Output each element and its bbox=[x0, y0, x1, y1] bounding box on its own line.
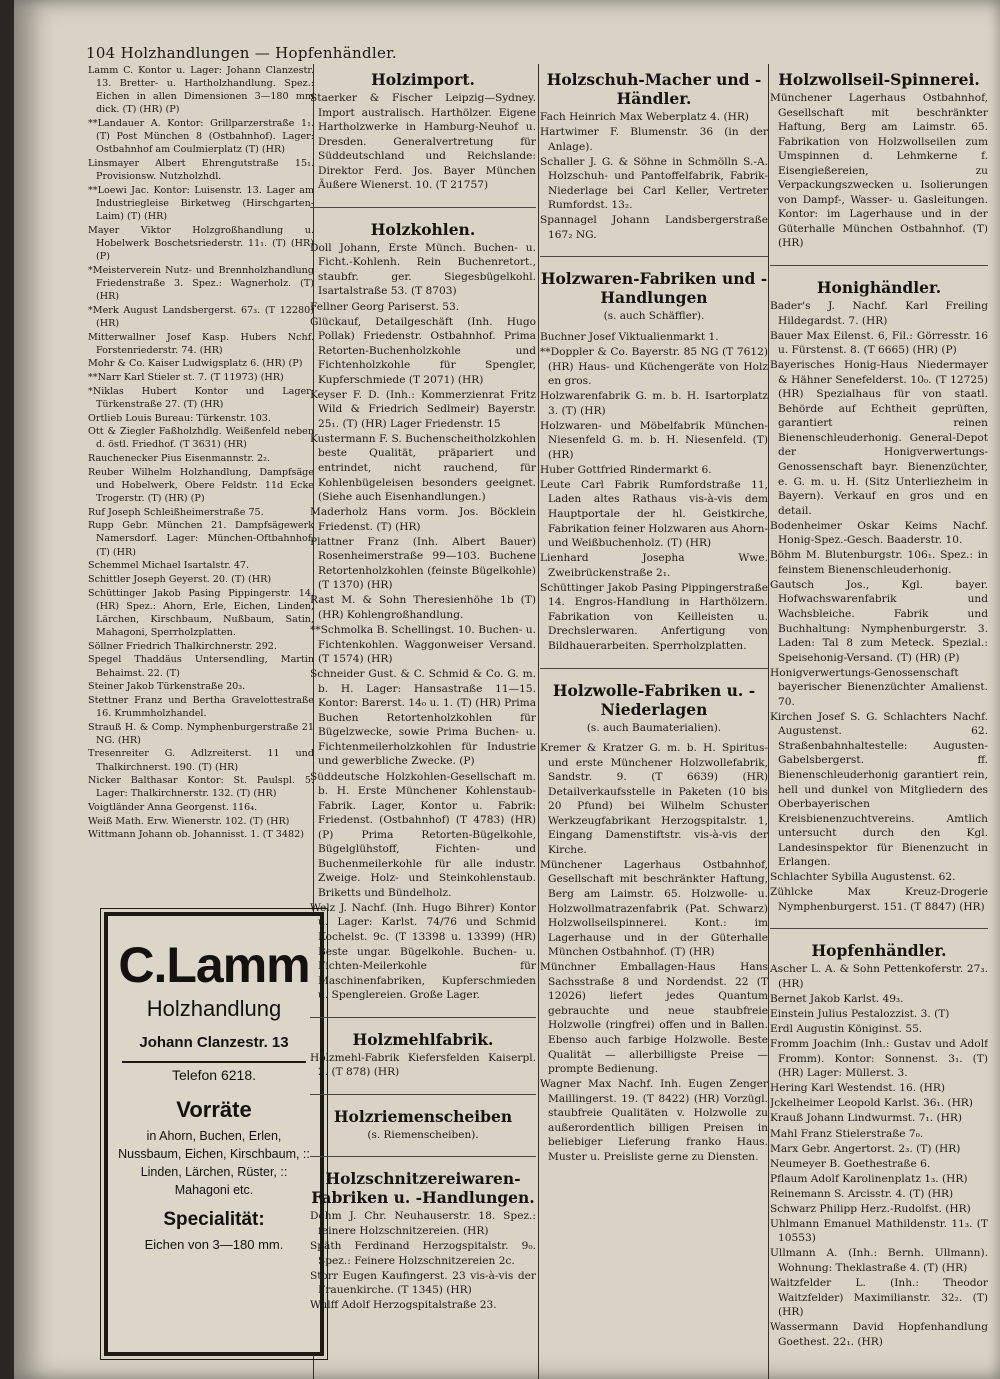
directory-entry: Ruf Joseph Schleißheimerstraße 75. bbox=[88, 506, 264, 518]
section-title: Holzkohlen. bbox=[370, 219, 476, 239]
directory-entry: Ascher L. A. & Sohn Pettenkoferstr. 27₃. (HR) bbox=[770, 963, 988, 991]
section-title: Hopfenhändler. bbox=[811, 941, 947, 961]
directory-entry: *Niklas Hubert Kontor und Lager: Türkenstraße 27. (T) (HR) bbox=[88, 385, 314, 410]
directory-entry: Holzwaren- und Möbelfabrik München-Niesenfeld G. m. b. H. Niesenfeld. (T) (HR) bbox=[540, 419, 768, 461]
ad-divider bbox=[122, 1061, 306, 1063]
directory-section bbox=[310, 1094, 536, 1143]
directory-entry: **Loewi Jac. Kontor: Luisenstr. 13. Lager am Industriegleise Birketweg (Hirschgarten-Laim) (T) (HR) bbox=[88, 184, 314, 223]
directory-entry: Wagner Max Nachf. Inh. Eugen Zenger Maillingerst. 19. (T 8422) (HR) Vorzügl. staubfreie Qualitäten v. Holzwolle zu außerordentlich billigen Preisen in beliebiger Lieferung franko Haus. Muster u. Preisliste gerne zu Diensten. bbox=[540, 1078, 768, 1163]
directory-entry: Mitterwallner Josef Kasp. Hubers Nchf. Forstenriederstr. 74. (HR) bbox=[88, 331, 314, 356]
section-note: (s. auch Baumaterialien). bbox=[586, 721, 722, 734]
directory-entry: Hartwimer F. Blumenstr. 36 (in der Anlage). bbox=[540, 126, 768, 153]
directory-entry: Bodenheimer Oskar Keims Nachf. Honig-Spez.-Gesch. Baaderstr. 10. bbox=[770, 519, 988, 547]
ad-specialty-title: Specialität: bbox=[163, 1209, 265, 1230]
directory-section bbox=[540, 70, 768, 242]
directory-entry: Maderholz Hans vorm. Jos. Böcklein Friedenst. (T) (HR) bbox=[310, 506, 536, 533]
directory-entry: Schüttinger Jakob Pasing Pippingerstraße 14. Engros-Handlung in Harthölzern. Fabrikation von Keilleisten u. Drechslerwaren. Anfertigung von Bildhauerarbeiten. Sperrholzplatten. bbox=[540, 581, 768, 652]
directory-entry: Schüttinger Jakob Pasing Pippingerstr. 14. (HR) Spez.: Ahorn, Erle, Eichen, Linden, Lärchen, Kirschbaum, Nußbaum, Satin, Mahagoni, Sperrholzplatten. bbox=[88, 587, 314, 639]
column-rule bbox=[768, 64, 769, 1379]
directory-entry: Mayer Viktor Holzgroßhandlung u. Hobelwerk Boschetsriederstr. 11₁. (T) (HR) (P) bbox=[88, 224, 314, 263]
directory-entry: Bayerisches Honig-Haus Niedermayer & Hähner Senefelderst. 10₀. (T 12725) (HR) Spezialhaus für von staatl. Behörde auf Echtheit geprüften, garantiert reinen Bienenschleuderhonig. General-Depot der Honigverwertungs-Genossenschaft bayr. Bienenzüchter, e. G. m. u. H. (Sitz Unterliezheim in Bayern). Verkauf en gros und en detail. bbox=[770, 359, 988, 517]
directory-entry: Schittler Joseph Geyerst. 20. (T) (HR) bbox=[88, 573, 272, 585]
directory-entry: Reuber Wilhelm Holzhandlung, Dampfsäge und Hobelwerk, Obere Feldstr. 11d Ecke Trogerstr. (T) (HR) (P) bbox=[88, 466, 314, 504]
directory-entry: Plattner Franz (Inh. Albert Bauer) Rosenheimerstraße 99—103. Buchene Retortenholzkohlen (feinste Bügelkohle) (T 1370) (HR) bbox=[310, 535, 536, 592]
directory-entry: Münchener Lagerhaus Ostbahnhof, Gesellschaft mit beschränkter Haftung, Berg am Laimstr. 65. Fabrikation von Holzwollseilen zum Umspinnen d. Lehmkerne f. Eisengießereien, zu Verpackungszwecken u. Isolierungen von Dampf-, Wasser- u. Gasleitungen. Kontor: im Lagerhause und in der Güterhalle München Ostbahnhof. (T) (HR) bbox=[770, 92, 988, 250]
directory-entry: Wassermann David Hopfenhandlung Goethest. 22₁. (HR) bbox=[770, 1321, 988, 1348]
directory-entry: Ortlieb Louis Bureau: Türkenstr. 103. bbox=[88, 412, 271, 424]
page-header: 104 Holzhandlungen — Hopfenhändler. bbox=[86, 44, 398, 62]
directory-entry: Böhm M. Blutenburgstr. 106₁. Spez.: in feinstem Bienenschleuderhonig. bbox=[770, 549, 988, 576]
directory-entry: Bauer Max Eilenst. 6, Fil.: Görresstr. 16 u. Fürstenst. 8. (T 6665) (HR) (P) bbox=[770, 329, 988, 357]
directory-entry: Dehm J. Chr. Neuhauserstr. 18. Spez.: feinere Holzschnitzereien. (HR) bbox=[310, 1210, 536, 1237]
directory-entry: Keyser F. D. (Inh.: Kommerzienrat Fritz Wild & Friedrich Sedlmeir) Bayerstr. 25₁. (T) (HR) Lager Friedenstr. 15 bbox=[310, 388, 536, 430]
directory-entry: Huber Gottfried Rindermarkt 6. bbox=[540, 463, 712, 476]
directory-entry: Erdl Augustin Königinst. 55. bbox=[770, 1023, 923, 1036]
directory-section bbox=[540, 256, 768, 653]
ad-brand: C.Lamm bbox=[118, 937, 310, 993]
directory-section bbox=[310, 1156, 536, 1312]
directory-entry: Buchner Josef Viktualienmarkt 1. bbox=[540, 330, 719, 343]
column-1 bbox=[88, 64, 314, 844]
directory-entry: Rast M. & Sohn Theresienhöhe 1b (T) (HR) Kohlengroßhandlung. bbox=[310, 594, 536, 621]
section-title: Holzimport. bbox=[371, 70, 475, 89]
directory-entry: Stettner Franz und Bertha Gravelottestraße 16. Krummholzhandel. bbox=[88, 694, 314, 719]
directory-entry: Späth Ferdinand Herzogspitalstr. 9₀. Spez.: Feinere Holzschnitzereien 2c. bbox=[310, 1240, 536, 1267]
directory-entry: Wulff Adolf Herzogspitalstraße 23. bbox=[310, 1299, 497, 1312]
directory-entry: Honigverwertungs-Genossenschaft bayerischer Bienenzüchter Amalienst. 70. bbox=[770, 666, 988, 708]
directory-entry: Ott & Ziegler Faßholzhdlg. Weißenfeld neben d. östl. Friedhof. (T 3631) (HR) bbox=[88, 426, 314, 451]
directory-entry: Schaller J. G. & Söhne in Schmölln S.-A. Holzschuh- und Pantoffelfabrik, Fabrik-Niederlage bei Carl Keller, Vertreter Rumfordst. 13₂. bbox=[540, 155, 768, 212]
directory-entry: *Meisterverein Nutz- und Brennholzhandlung Friedenstraße 3. Spez.: Wagnerholz. (T) (HR) bbox=[88, 264, 314, 303]
directory-entry: Schlachter Sybilla Augustenst. 62. bbox=[770, 871, 956, 884]
directory-entry: Münchner Emballagen-Haus Hans Sachsstraße 8 und Nordendst. 22 (T 12026) liefert jedes Quantum gebrauchte und neue staubfreie Holzwolle (ringfrei) offen und in Ballen. Ebenso auch farbige Holzwolle. Beste Qualität — allerbilligste Preise — prompte Bedienung. bbox=[540, 961, 768, 1076]
directory-entry: Holzmehl-Fabrik Kiefersfelden Kaiserpl. 2. (T 878) (HR) bbox=[310, 1051, 536, 1079]
directory-entry: Schneider Gust. & C. Schmid & Co. G. m. b. H. Lager: Hansastraße 11—15. Kontor: Barerst. 14₀ u. 1. (T) (HR) Prima Buchen Retortenholzkohlen für Bügelzwecke, sowie Prima Buchen- u. Fichtenmeilerholzkohlen für Industrie und gewerbliche Zwecke. (P) bbox=[310, 668, 536, 768]
directory-entry: Spegel Thaddäus Untersendling, Martin Behaimst. 22. (T) bbox=[88, 654, 314, 679]
directory-entry: Wittmann Johann ob. Johannisst. 1. (T 3482) bbox=[88, 829, 304, 841]
directory-entry: Storr Eugen Kaufingerst. 23 vis-à-vis der Frauenkirche. (T 1345) (HR) bbox=[310, 1269, 536, 1297]
directory-entry: Neumeyer B. Goethestraße 6. bbox=[770, 1157, 931, 1170]
section-title: Holzwolle-Fabriken u. -Niederlagen bbox=[552, 680, 756, 719]
directory-entry: Uhlmann Emanuel Mathildenstr. 11₃. (T 10553) bbox=[770, 1217, 988, 1245]
column-rule bbox=[538, 64, 539, 1379]
directory-entry: Mahl Franz Stielerstraße 7₀. bbox=[770, 1127, 924, 1140]
directory-entry: Waitzfelder L. (Inh.: Theodor Waitzfelder) Maximilianstr. 32₂. (T) (HR) bbox=[770, 1276, 988, 1319]
directory-section bbox=[540, 668, 768, 1165]
directory-entry: **Schmolka B. Schellingst. 10. Buchen- u. Fichtenkohlen. Waggonweiser Versand. (T 1574) (HR) bbox=[310, 624, 536, 666]
directory-section bbox=[310, 1017, 536, 1080]
directory-entry: Lamm C. Kontor u. Lager: Johann Clanzestr. 13. Bretter- u. Hartholzhandlung. Spez.: Eichen in allen Dimensionen 3—180 mm dick. (T) (HR) (P) bbox=[88, 65, 314, 116]
directory-entry: Rupp Gebr. München 21. Dampfsägewerk Namersdorf. Lager: München-Oftbahnhof. (T) (HR) bbox=[88, 520, 314, 558]
directory-entry: Bernet Jakob Karlst. 49₃. bbox=[770, 993, 904, 1006]
directory-entry: Staerker & Fischer Leipzig—Sydney. Import australisch. Harthölzer. Eigene Hartholzwerke in Hamburg-Neuhof u. Dresden. Generalvertretung für Süddeutschland und Reichslande: Direktor Ferd. Jos. Bayer München Äußere Wienerst. 10. (T 21757) bbox=[310, 92, 536, 192]
directory-section bbox=[770, 70, 988, 251]
directory-section bbox=[770, 928, 988, 1349]
directory-entry: Ullmann A. (Inh.: Bernh. Ullmann). Wohnung: Theklastraße 4. (T) (HR) bbox=[770, 1247, 988, 1274]
directory-entry: Kustermann F. S. Buchenscheitholzkohlen beste Qualität, präpariert und entrindet, nicht rauchend, für Kohlenbügeleisen besonders geeignet. (Siehe auch Eisenhandlungen.) bbox=[310, 432, 536, 504]
directory-entry: **Doppler & Co. Bayerstr. 85 NG (T 7612) (HR) Haus- und Küchengeräte von Holz en gros. bbox=[540, 346, 768, 388]
directory-entry: Mohr & Co. Kaiser Ludwigsplatz 6. (HR) (P) bbox=[88, 358, 303, 370]
section-title: Holzschuh-Macher und -Händler. bbox=[546, 70, 762, 108]
directory-entry: *Merk August Landsbergerst. 67₃. (T 12280) (HR) bbox=[88, 304, 314, 329]
directory-entry: Hering Karl Westendst. 16. (HR) bbox=[770, 1082, 945, 1095]
ad-subtitle: Holzhandlung bbox=[146, 996, 282, 1021]
advertisement bbox=[104, 912, 324, 1356]
directory-entry: Reinemann S. Arcisstr. 4. (T) (HR) bbox=[770, 1187, 954, 1200]
directory-entry: Schwarz Philipp Herz.-Rudolfst. (HR) bbox=[770, 1202, 971, 1215]
section-title: Holzwaren-Fabriken und -Handlungen bbox=[540, 269, 768, 308]
section-title: Holzschnitzereiwaren-Fabriken u. -Handlungen. bbox=[311, 1169, 535, 1208]
section-title: Holzriemenscheiben bbox=[333, 1106, 513, 1126]
directory-entry: Schemmel Michael Isartalstr. 47. bbox=[88, 560, 250, 572]
directory-section bbox=[310, 207, 536, 1003]
directory-entry: Tresenreiter G. Adlzreiterst. 11 und Thalkirchnerst. 190. (T) (HR) bbox=[88, 748, 314, 773]
directory-entry: Strauß H. & Comp. Nymphenburgerstraße 21 NG. (HR) bbox=[88, 721, 314, 746]
directory-entry: Steiner Jakob Türkenstraße 20₃. bbox=[88, 681, 246, 693]
directory-section bbox=[770, 265, 988, 914]
directory-entry: Zühlcke Max Kreuz-Drogerie Nymphenburgerst. 151. (T 8847) (HR) bbox=[770, 886, 988, 913]
ad-specialty: Eichen von 3—180 mm. bbox=[144, 1237, 284, 1252]
directory-entry: Gautsch Jos., Kgl. bayer. Hofwachswarenfabrik und Wachsbleiche. Fabrik und Buchhaltung: Nymphenburgerstr. 3. Laden: Tal 8 zum Meteck. Spezial.: Speisehonig-Versand. (T) (HR) (P) bbox=[770, 578, 988, 664]
directory-entry: Rauchenecker Pius Eisenmannstr. 2₂. bbox=[88, 453, 271, 465]
directory-entry: Glückauf, Detailgeschäft (Inh. Hugo Pollak) Friedenstr. Ostbahnhof. Prima Retorten-Buchenholzkohle und Fichtenholzkohle für Spengler, Kupferschmiede (T 2071) (HR) bbox=[310, 315, 536, 386]
directory-entry: Fach Heinrich Max Weberplatz 4. (HR) bbox=[540, 111, 749, 123]
ad-address: Johann Clanzestr. 13 bbox=[139, 1034, 289, 1051]
directory-entry: Welz J. Nachf. (Inh. Hugo Bihrer) Kontor u. Lager: Karlst. 74/76 und Schmid Kochelst. 9c. (T 13398 u. 13399) (HR) Beste ungar. Bügelkohle. Buchen- u. Fichten-Meilerkohle für Maschinenfabriken, Kupferschmieden u. Spenglereien. Große Lager. bbox=[310, 901, 536, 1002]
directory-entry: Einstein Julius Pestalozzist. 3. (T) bbox=[770, 1008, 950, 1021]
directory-entry: Fellner Georg Pariserst. 53. bbox=[310, 300, 460, 313]
section-note: (s. Riemenscheiben). bbox=[367, 1128, 479, 1141]
column-4 bbox=[770, 64, 988, 1364]
directory-entry: Holzwarenfabrik G. m. b. H. Isartorplatz 3. (T) (HR) bbox=[540, 390, 768, 417]
directory-entry: Jckelheimer Leopold Karlst. 36₁. (HR) bbox=[770, 1097, 973, 1110]
directory-entry: Pflaum Adolf Karolinenplatz 1₃. (HR) bbox=[770, 1172, 968, 1185]
directory-entry: Münchener Lagerhaus Ostbahnhof, Gesellschaft mit beschränkter Haftung, Berg am Laimstr. 65. Holzwolle- u. Holzwollmatrazenfabrik (Pat. Schwarz) Holzwollseilspinnerei. Kont.: im Lagerhause und in der Güterhalle München Ostbahnhof. (T) (HR) bbox=[540, 858, 768, 959]
directory-section bbox=[310, 70, 536, 193]
directory-page bbox=[14, 0, 1000, 1379]
directory-entry: Voigtländer Anna Georgenst. 116₄. bbox=[88, 802, 258, 814]
directory-entry: **Narr Karl Stieler st. 7. (T 11973) (HR) bbox=[88, 372, 284, 384]
directory-entry: Bader's J. Nachf. Karl Freiling Hildegardst. 7. (HR) bbox=[770, 300, 988, 327]
column-3 bbox=[540, 64, 768, 1364]
directory-entry: Krauß Johann Lindwurmst. 7₁. (HR) bbox=[770, 1112, 962, 1125]
directory-entry: Weiß Math. Erw. Wienerstr. 102. (T) (HR) bbox=[88, 815, 290, 827]
directory-entry: Fromm Joachim (Inh.: Gustav und Adolf Fromm). Kontor: Sonnenst. 3₁. (T) (HR) Lager: Müllerst. 3. bbox=[770, 1038, 988, 1080]
ad-stock: in Ahorn, Buchen, Erlen, Nussbaum, Eichen, Kirschbaum, :: Linden, Lärchen, Rüster, :: Mahagoni etc. bbox=[118, 1129, 310, 1197]
directory-entry: Spannagel Johann Landsbergerstraße 167₂ NG. bbox=[540, 214, 768, 241]
column-2 bbox=[310, 64, 536, 1364]
section-title: Holzmehlfabrik. bbox=[352, 1029, 494, 1049]
section-title: Honighändler. bbox=[816, 278, 942, 298]
ad-stock-title: Vorräte bbox=[176, 1097, 252, 1122]
directory-entry: Kirchen Josef S. G. Schlachters Nachf. Augustenst. 62. Straßenbahnhaltestelle: Augusten-Gabelsbergerst. ff. Bienenschleuderhonig garantiert rein, hell und dunkel von Mitgliedern des Oberbayerischen Kreisbienenzuchtvereins. Amtlich untersucht durch den Kgl. Landesinspektor für Bienenzucht in Erlangen. bbox=[770, 710, 988, 869]
directory-entry: Süddeutsche Holzkohlen-Gesellschaft m. b. H. Erste Münchener Kohlenstaub-Fabrik. Lager, Kontor u. Fabrik: Friedenst. (Ostbahnhof) (T 4783) (HR) (P) Prima Retorten-Bügelkohle, Bügelglühstoff, Fichten- und Buchenmeilerkohle für alle industr. Zweige. Holz- und Steinkohlenstaub. Briketts und Bündelholz. bbox=[310, 770, 536, 899]
directory-entry: **Landauer A. Kontor: Grillparzerstraße 1₁. (T) Post München 8 (Ostbahnhof). Lager: Ostbahnhof am Coulmierplatz (T) (HR) bbox=[88, 118, 314, 156]
directory-entry: Leute Carl Fabrik Rumfordstraße 11, Laden altes Rathaus vis-à-vis dem Hauptportale der hl. Geistkirche, Fabrikation feiner Holzwaren aus Ahorn- und Weißbuchenholz. (T) (HR) bbox=[540, 478, 768, 550]
directory-entry: Nicker Balthasar Kontor: St. Paulspl. 5. Lager: Thalkirchnerstr. 132. (T) (HR) bbox=[88, 775, 314, 800]
section-title: Holzwollseil-Spinnerei. bbox=[778, 70, 980, 89]
directory-entry: Lienhard Josepha Wwe. Zweibrückenstraße 2₁. bbox=[540, 552, 768, 579]
directory-entry: Doll Johann, Erste Münch. Buchen- u. Ficht.-Kohlenh. Rein Buchenretort., staubfr. ger. Siegesbügelkohl. Isartalstraße 53. (T 8703) bbox=[310, 241, 536, 298]
section-note: (s. auch Schäffler). bbox=[603, 310, 705, 323]
directory-entry: Marx Gebr. Angertorst. 2₃. (T) (HR) bbox=[770, 1142, 961, 1155]
directory-entry: Kremer & Kratzer G. m. b. H. Spiritus- und erste Münchener Holzwollefabrik, Sandstr. 9. (T 6639) (HR) Detailverkaufsstelle in Paketen (10 bis 20 Pfund) bei Wilhelm Schuster Werkzeugfabrikant Herzogspitalstr. 1, Eingang Damenstiftstr. vis-à-vis der Kirche. bbox=[540, 742, 768, 856]
directory-entry: Linsmayer Albert Ehrengutstraße 15₁. Provisionsw. Nutzholzhdl. bbox=[88, 158, 314, 183]
ad-phone: Telefon 6218. bbox=[171, 1067, 257, 1083]
directory-entry: Söllner Friedrich Thalkirchnerstr. 292. bbox=[88, 640, 277, 652]
